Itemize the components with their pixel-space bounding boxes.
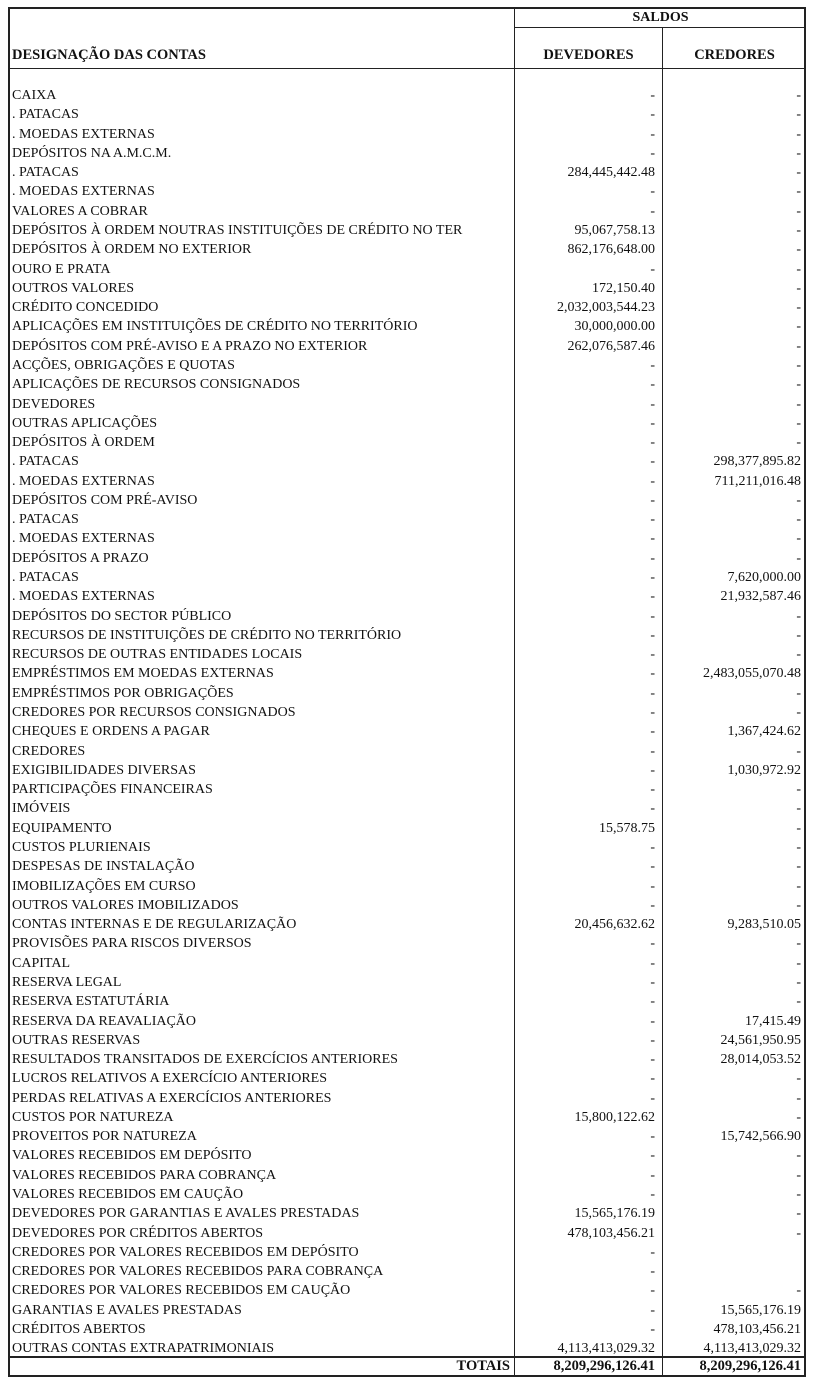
credores-value: 298,377,895.82	[713, 454, 801, 470]
devedores-value: 15,800,122.62	[574, 1109, 655, 1125]
credores-value: -	[796, 782, 801, 798]
account-name: CREDORES POR VALORES RECEBIDOS EM CAUÇÃO	[12, 1283, 351, 1299]
devedores-value: -	[650, 203, 655, 219]
table-row	[10, 1320, 804, 1339]
account-name: . MOEDAS EXTERNAS	[12, 126, 155, 142]
table-row	[10, 722, 804, 741]
table-row	[10, 1224, 804, 1243]
table-row	[10, 896, 804, 915]
account-name: PROVEITOS POR NATUREZA	[12, 1129, 197, 1145]
credores-value: -	[796, 743, 801, 759]
account-name: RECURSOS DE INSTITUIÇÕES DE CRÉDITO NO TERRITÓRIO	[12, 627, 402, 643]
devedores-value: -	[650, 570, 655, 586]
account-name: OUTROS VALORES IMOBILIZADOS	[12, 897, 239, 913]
account-name: EQUIPAMENTO	[12, 820, 112, 836]
account-name: IMOBILIZAÇÕES EM CURSO	[12, 878, 196, 894]
devedores-value: 20,456,632.62	[574, 917, 655, 933]
account-name: OUTROS VALORES	[12, 280, 135, 296]
devedores-value: -	[650, 396, 655, 412]
table-row	[10, 163, 804, 182]
account-name: RESULTADOS TRANSITADOS DE EXERCÍCIOS ANTERIORES	[12, 1052, 398, 1068]
account-name: CREDORES POR RECURSOS CONSIGNADOS	[12, 705, 296, 720]
header-divider	[515, 27, 804, 28]
account-name: DEPÓSITOS À ORDEM	[12, 435, 155, 451]
credores-value: -	[796, 974, 801, 990]
credores-value: -	[796, 261, 801, 277]
table-row	[10, 298, 804, 317]
account-name: . PATACAS	[12, 165, 79, 181]
credores-value: -	[796, 280, 801, 296]
devedores-value: -	[650, 1283, 655, 1299]
account-name: IMÓVEIS	[12, 801, 71, 817]
account-name: CONTAS INTERNAS E DE REGULARIZAÇÃO	[12, 917, 297, 933]
table-row	[10, 645, 804, 664]
devedores-value: -	[650, 107, 655, 123]
account-name: CUSTOS PLURIENAIS	[12, 839, 151, 855]
table-row	[10, 1262, 804, 1281]
table-row	[10, 279, 804, 298]
devedores-value: -	[650, 261, 655, 277]
devedores-value: -	[650, 531, 655, 547]
account-name: DEPÓSITOS DO SECTOR PÚBLICO	[12, 608, 232, 624]
account-name: . PATACAS	[12, 512, 79, 528]
devedores-value: -	[650, 1052, 655, 1068]
credores-value: 17,415.49	[745, 1013, 801, 1029]
table-row	[10, 934, 804, 953]
table-row	[10, 1108, 804, 1127]
credores-value: -	[796, 222, 801, 238]
devedores-value: -	[650, 435, 655, 451]
credores-value: -	[796, 820, 801, 836]
devedores-value: -	[650, 608, 655, 624]
account-name: DEPÓSITOS À ORDEM NOUTRAS INSTITUIÇÕES DE CRÉDITO NO TER	[12, 222, 463, 238]
devedores-header: DEVEDORES	[543, 47, 634, 63]
table-row	[10, 915, 804, 934]
credores-value: -	[796, 415, 801, 431]
account-name: . PATACAS	[12, 570, 79, 586]
account-name: DEPÓSITOS A PRAZO	[12, 550, 149, 566]
credores-value: 2,483,055,070.48	[703, 666, 801, 682]
account-name: CRÉDITO CONCEDIDO	[12, 300, 159, 316]
devedores-value: -	[650, 377, 655, 393]
credores-value: 21,932,587.46	[720, 589, 801, 605]
devedores-value: 95,067,758.13	[574, 222, 655, 238]
table-row	[10, 86, 804, 105]
account-name: EXIGIBILIDADES DIVERSAS	[12, 762, 196, 778]
table-row	[10, 954, 804, 973]
credores-value: -	[796, 126, 801, 142]
table-row	[10, 607, 804, 626]
devedores-value: -	[650, 666, 655, 682]
devedores-value: -	[650, 859, 655, 875]
table-row	[10, 1204, 804, 1223]
devedores-value: -	[650, 589, 655, 605]
devedores-value: 30,000,000.00	[574, 319, 655, 335]
devedores-value: -	[650, 1187, 655, 1203]
account-name: CREDORES POR VALORES RECEBIDOS EM DEPÓSITO	[12, 1244, 359, 1260]
credores-value: 4,113,413,029.32	[703, 1341, 801, 1357]
account-name: PERDAS RELATIVAS A EXERCÍCIOS ANTERIORES	[12, 1090, 332, 1106]
credores-value: 9,283,510.05	[727, 917, 801, 933]
devedores-value: -	[650, 897, 655, 913]
devedores-value: -	[650, 550, 655, 566]
credores-value: -	[796, 531, 801, 547]
account-name: RESERVA ESTATUTÁRIA	[12, 994, 170, 1010]
table-row	[10, 144, 804, 163]
devedores-value: -	[650, 647, 655, 663]
credores-value: -	[796, 165, 801, 181]
account-name: . MOEDAS EXTERNAS	[12, 473, 155, 489]
devedores-value: -	[650, 415, 655, 431]
account-name: DEPÓSITOS À ORDEM NO EXTERIOR	[12, 242, 252, 258]
devedores-value: -	[650, 357, 655, 373]
account-name: . MOEDAS EXTERNAS	[12, 589, 155, 605]
table-row	[10, 992, 804, 1011]
account-name: DESPESAS DE INSTALAÇÃO	[12, 859, 195, 875]
account-name: APLICAÇÕES EM INSTITUIÇÕES DE CRÉDITO NO TERRITÓRIO	[12, 319, 418, 335]
credores-value: 711,211,016.48	[714, 473, 801, 489]
table-row	[10, 973, 804, 992]
devedores-value: -	[650, 126, 655, 142]
credores-value: 478,103,456.21	[713, 1322, 801, 1337]
table-body	[10, 86, 804, 1359]
credores-value: -	[796, 107, 801, 123]
table-row	[10, 395, 804, 414]
account-name: . MOEDAS EXTERNAS	[12, 531, 155, 547]
table-row	[10, 414, 804, 433]
table-row	[10, 703, 804, 722]
credores-value: -	[796, 936, 801, 952]
credores-value: -	[796, 608, 801, 624]
designacao-header: DESIGNAÇÃO DAS CONTAS	[12, 47, 206, 63]
credores-header: CREDORES	[694, 47, 775, 63]
credores-value: -	[796, 492, 801, 508]
account-name: LUCROS RELATIVOS A EXERCÍCIO ANTERIORES	[12, 1071, 328, 1087]
devedores-value: 2,032,003,544.23	[557, 300, 655, 316]
credores-value: -	[796, 435, 801, 451]
account-name: OUTRAS RESERVAS	[12, 1032, 141, 1048]
account-name: DEVEDORES	[12, 396, 96, 412]
account-name: RESERVA DA REAVALIAÇÃO	[12, 1013, 197, 1029]
credores-value: -	[796, 647, 801, 663]
devedores-value: -	[650, 454, 655, 470]
table-row	[10, 1301, 804, 1320]
credores-value: -	[796, 242, 801, 258]
table-row	[10, 1281, 804, 1300]
credores-value: -	[796, 319, 801, 335]
account-name: OUTRAS CONTAS EXTRAPATRIMONIAIS	[12, 1341, 275, 1357]
table-row	[10, 472, 804, 491]
table-row	[10, 1031, 804, 1050]
account-name: RESERVA LEGAL	[12, 974, 122, 990]
account-name: VALORES A COBRAR	[12, 203, 148, 219]
account-name: DEVEDORES POR CRÉDITOS ABERTOS	[12, 1225, 264, 1241]
table-row	[10, 761, 804, 780]
account-name: OUTRAS APLICAÇÕES	[12, 415, 158, 431]
account-name: CREDORES	[12, 743, 86, 759]
credores-value: -	[796, 1109, 801, 1125]
credores-value: -	[796, 1225, 801, 1241]
totals-label: TOTAIS	[456, 1358, 510, 1374]
devedores-value: -	[650, 184, 655, 200]
devedores-value: -	[650, 994, 655, 1010]
table-row	[10, 742, 804, 761]
credores-value: 1,367,424.62	[727, 724, 801, 740]
devedores-value: -	[650, 1090, 655, 1106]
account-name: CREDORES POR VALORES RECEBIDOS PARA COBRANÇA	[12, 1264, 384, 1280]
devedores-value: -	[650, 473, 655, 489]
credores-value: 7,620,000.00	[727, 570, 801, 586]
table-row	[10, 1089, 804, 1108]
account-name: PARTICIPAÇÕES FINANCEIRAS	[12, 782, 213, 798]
devedores-value: 478,103,456.21	[567, 1225, 655, 1241]
devedores-value: -	[650, 762, 655, 778]
devedores-value: -	[650, 512, 655, 528]
table-row	[10, 1069, 804, 1088]
credores-value: -	[796, 396, 801, 412]
devedores-value: -	[650, 1032, 655, 1048]
table-row	[10, 433, 804, 452]
devedores-value: -	[650, 1071, 655, 1087]
table-row	[10, 1185, 804, 1204]
devedores-value: -	[650, 743, 655, 759]
devedores-value: -	[650, 1013, 655, 1029]
table-row	[10, 684, 804, 703]
table-row	[10, 1166, 804, 1185]
account-name: APLICAÇÕES DE RECURSOS CONSIGNADOS	[12, 377, 301, 393]
table-row	[10, 182, 804, 201]
table-row	[10, 240, 804, 259]
table-row	[10, 105, 804, 124]
devedores-value: 4,113,413,029.32	[557, 1341, 655, 1357]
devedores-value: -	[650, 878, 655, 894]
table-row	[10, 1243, 804, 1262]
devedores-value: -	[650, 801, 655, 817]
balance-table	[8, 7, 806, 1377]
devedores-value: -	[650, 724, 655, 740]
table-row	[10, 202, 804, 221]
credores-value: -	[796, 897, 801, 913]
credores-value: -	[796, 859, 801, 875]
devedores-value: 284,445,442.48	[567, 165, 655, 181]
table-row	[10, 375, 804, 394]
table-row	[10, 819, 804, 838]
account-name: VALORES RECEBIDOS EM CAUÇÃO	[12, 1187, 244, 1203]
devedores-value: -	[650, 492, 655, 508]
table-row	[10, 838, 804, 857]
devedores-value: -	[650, 88, 655, 103]
table-row	[10, 337, 804, 356]
devedores-value: -	[650, 955, 655, 971]
table-row	[10, 877, 804, 896]
devedores-value: -	[650, 1302, 655, 1318]
credores-value: -	[796, 685, 801, 701]
header-divider	[10, 68, 804, 69]
table-row	[10, 529, 804, 548]
credores-value: 24,561,950.95	[720, 1032, 801, 1048]
credores-value: -	[796, 994, 801, 1010]
credores-value: 28,014,053.52	[720, 1052, 801, 1068]
account-name: EMPRÉSTIMOS POR OBRIGAÇÕES	[12, 685, 234, 701]
credores-value: -	[796, 1148, 801, 1164]
credores-value: -	[796, 357, 801, 373]
table-row	[10, 664, 804, 683]
table-row	[10, 1146, 804, 1165]
credores-value: 15,742,566.90	[720, 1129, 801, 1145]
credores-value: -	[796, 1167, 801, 1183]
account-name: GARANTIAS E AVALES PRESTADAS	[12, 1302, 242, 1318]
account-name: DEPÓSITOS COM PRÉ-AVISO E A PRAZO NO EXTERIOR	[12, 338, 368, 354]
account-name: EMPRÉSTIMOS EM MOEDAS EXTERNAS	[12, 666, 274, 682]
devedores-value: -	[650, 1148, 655, 1164]
devedores-value: -	[650, 1167, 655, 1183]
credores-value: -	[796, 1071, 801, 1087]
table-row	[10, 491, 804, 510]
table-row	[10, 626, 804, 645]
devedores-value: 15,565,176.19	[574, 1206, 655, 1222]
credores-value: -	[796, 627, 801, 643]
credores-value: -	[796, 184, 801, 200]
account-name: CUSTOS POR NATUREZA	[12, 1109, 174, 1125]
table-row	[10, 317, 804, 336]
account-name: CHEQUES E ORDENS A PAGAR	[12, 724, 210, 740]
account-name: . PATACAS	[12, 454, 79, 470]
account-name: DEPÓSITOS NA A.M.C.M.	[12, 145, 172, 161]
devedores-value: 15,578.75	[599, 820, 655, 836]
credores-value: 1,030,972.92	[727, 762, 801, 778]
account-name: CRÉDITOS ABERTOS	[12, 1322, 146, 1337]
table-row	[10, 1050, 804, 1069]
devedores-value: 862,176,648.00	[567, 242, 655, 258]
table-row	[10, 799, 804, 818]
credores-value: -	[796, 1090, 801, 1106]
devedores-value: -	[650, 1264, 655, 1280]
credores-value: -	[796, 1187, 801, 1203]
credores-value: -	[796, 88, 801, 103]
devedores-value: -	[650, 145, 655, 161]
credores-value: -	[796, 839, 801, 855]
account-name: RECURSOS DE OUTRAS ENTIDADES LOCAIS	[12, 647, 303, 663]
account-name: CAPITAL	[12, 955, 70, 971]
devedores-value: -	[650, 685, 655, 701]
devedores-value: 172,150.40	[592, 280, 655, 296]
account-name: . MOEDAS EXTERNAS	[12, 184, 155, 200]
totals-devedores: 8,209,296,126.41	[553, 1358, 655, 1374]
table-row	[10, 857, 804, 876]
devedores-value: -	[650, 1129, 655, 1145]
credores-value: -	[796, 705, 801, 720]
saldos-header: SALDOS	[632, 10, 689, 25]
account-name: DEVEDORES POR GARANTIAS E AVALES PRESTADAS	[12, 1206, 360, 1222]
table-row	[10, 510, 804, 529]
table-row	[10, 587, 804, 606]
table-row	[10, 568, 804, 587]
totals-credores: 8,209,296,126.41	[699, 1358, 801, 1374]
devedores-value: -	[650, 705, 655, 720]
devedores-value: -	[650, 839, 655, 855]
credores-value: -	[796, 801, 801, 817]
devedores-value: 262,076,587.46	[567, 338, 655, 354]
table-row	[10, 260, 804, 279]
account-name: . PATACAS	[12, 107, 79, 123]
table-row	[10, 780, 804, 799]
account-name: VALORES RECEBIDOS PARA COBRANÇA	[12, 1167, 277, 1183]
credores-value: -	[796, 338, 801, 354]
credores-value: 15,565,176.19	[720, 1302, 801, 1318]
table-row	[10, 1127, 804, 1146]
table-row	[10, 1012, 804, 1031]
credores-value: -	[796, 550, 801, 566]
account-name: CAIXA	[12, 88, 57, 103]
credores-value: -	[796, 203, 801, 219]
table-row	[10, 356, 804, 375]
credores-value: -	[796, 878, 801, 894]
table-row	[10, 221, 804, 240]
credores-value: -	[796, 1283, 801, 1299]
devedores-value: -	[650, 974, 655, 990]
account-name: ACÇÕES, OBRIGAÇÕES E QUOTAS	[12, 357, 235, 373]
account-name: PROVISÕES PARA RISCOS DIVERSOS	[12, 936, 252, 952]
credores-value: -	[796, 300, 801, 316]
table-row	[10, 549, 804, 568]
account-name: OURO E PRATA	[12, 261, 111, 277]
table-row	[10, 452, 804, 471]
account-name: VALORES RECEBIDOS EM DEPÓSITO	[12, 1148, 252, 1164]
credores-value: -	[796, 955, 801, 971]
credores-value: -	[796, 145, 801, 161]
devedores-value: -	[650, 782, 655, 798]
devedores-value: -	[650, 936, 655, 952]
account-name: DEPÓSITOS COM PRÉ-AVISO	[12, 492, 198, 508]
table-row	[10, 125, 804, 144]
devedores-value: -	[650, 1244, 655, 1260]
devedores-value: -	[650, 1322, 655, 1337]
credores-value: -	[796, 1206, 801, 1222]
devedores-value: -	[650, 627, 655, 643]
credores-value: -	[796, 512, 801, 528]
credores-value: -	[796, 377, 801, 393]
